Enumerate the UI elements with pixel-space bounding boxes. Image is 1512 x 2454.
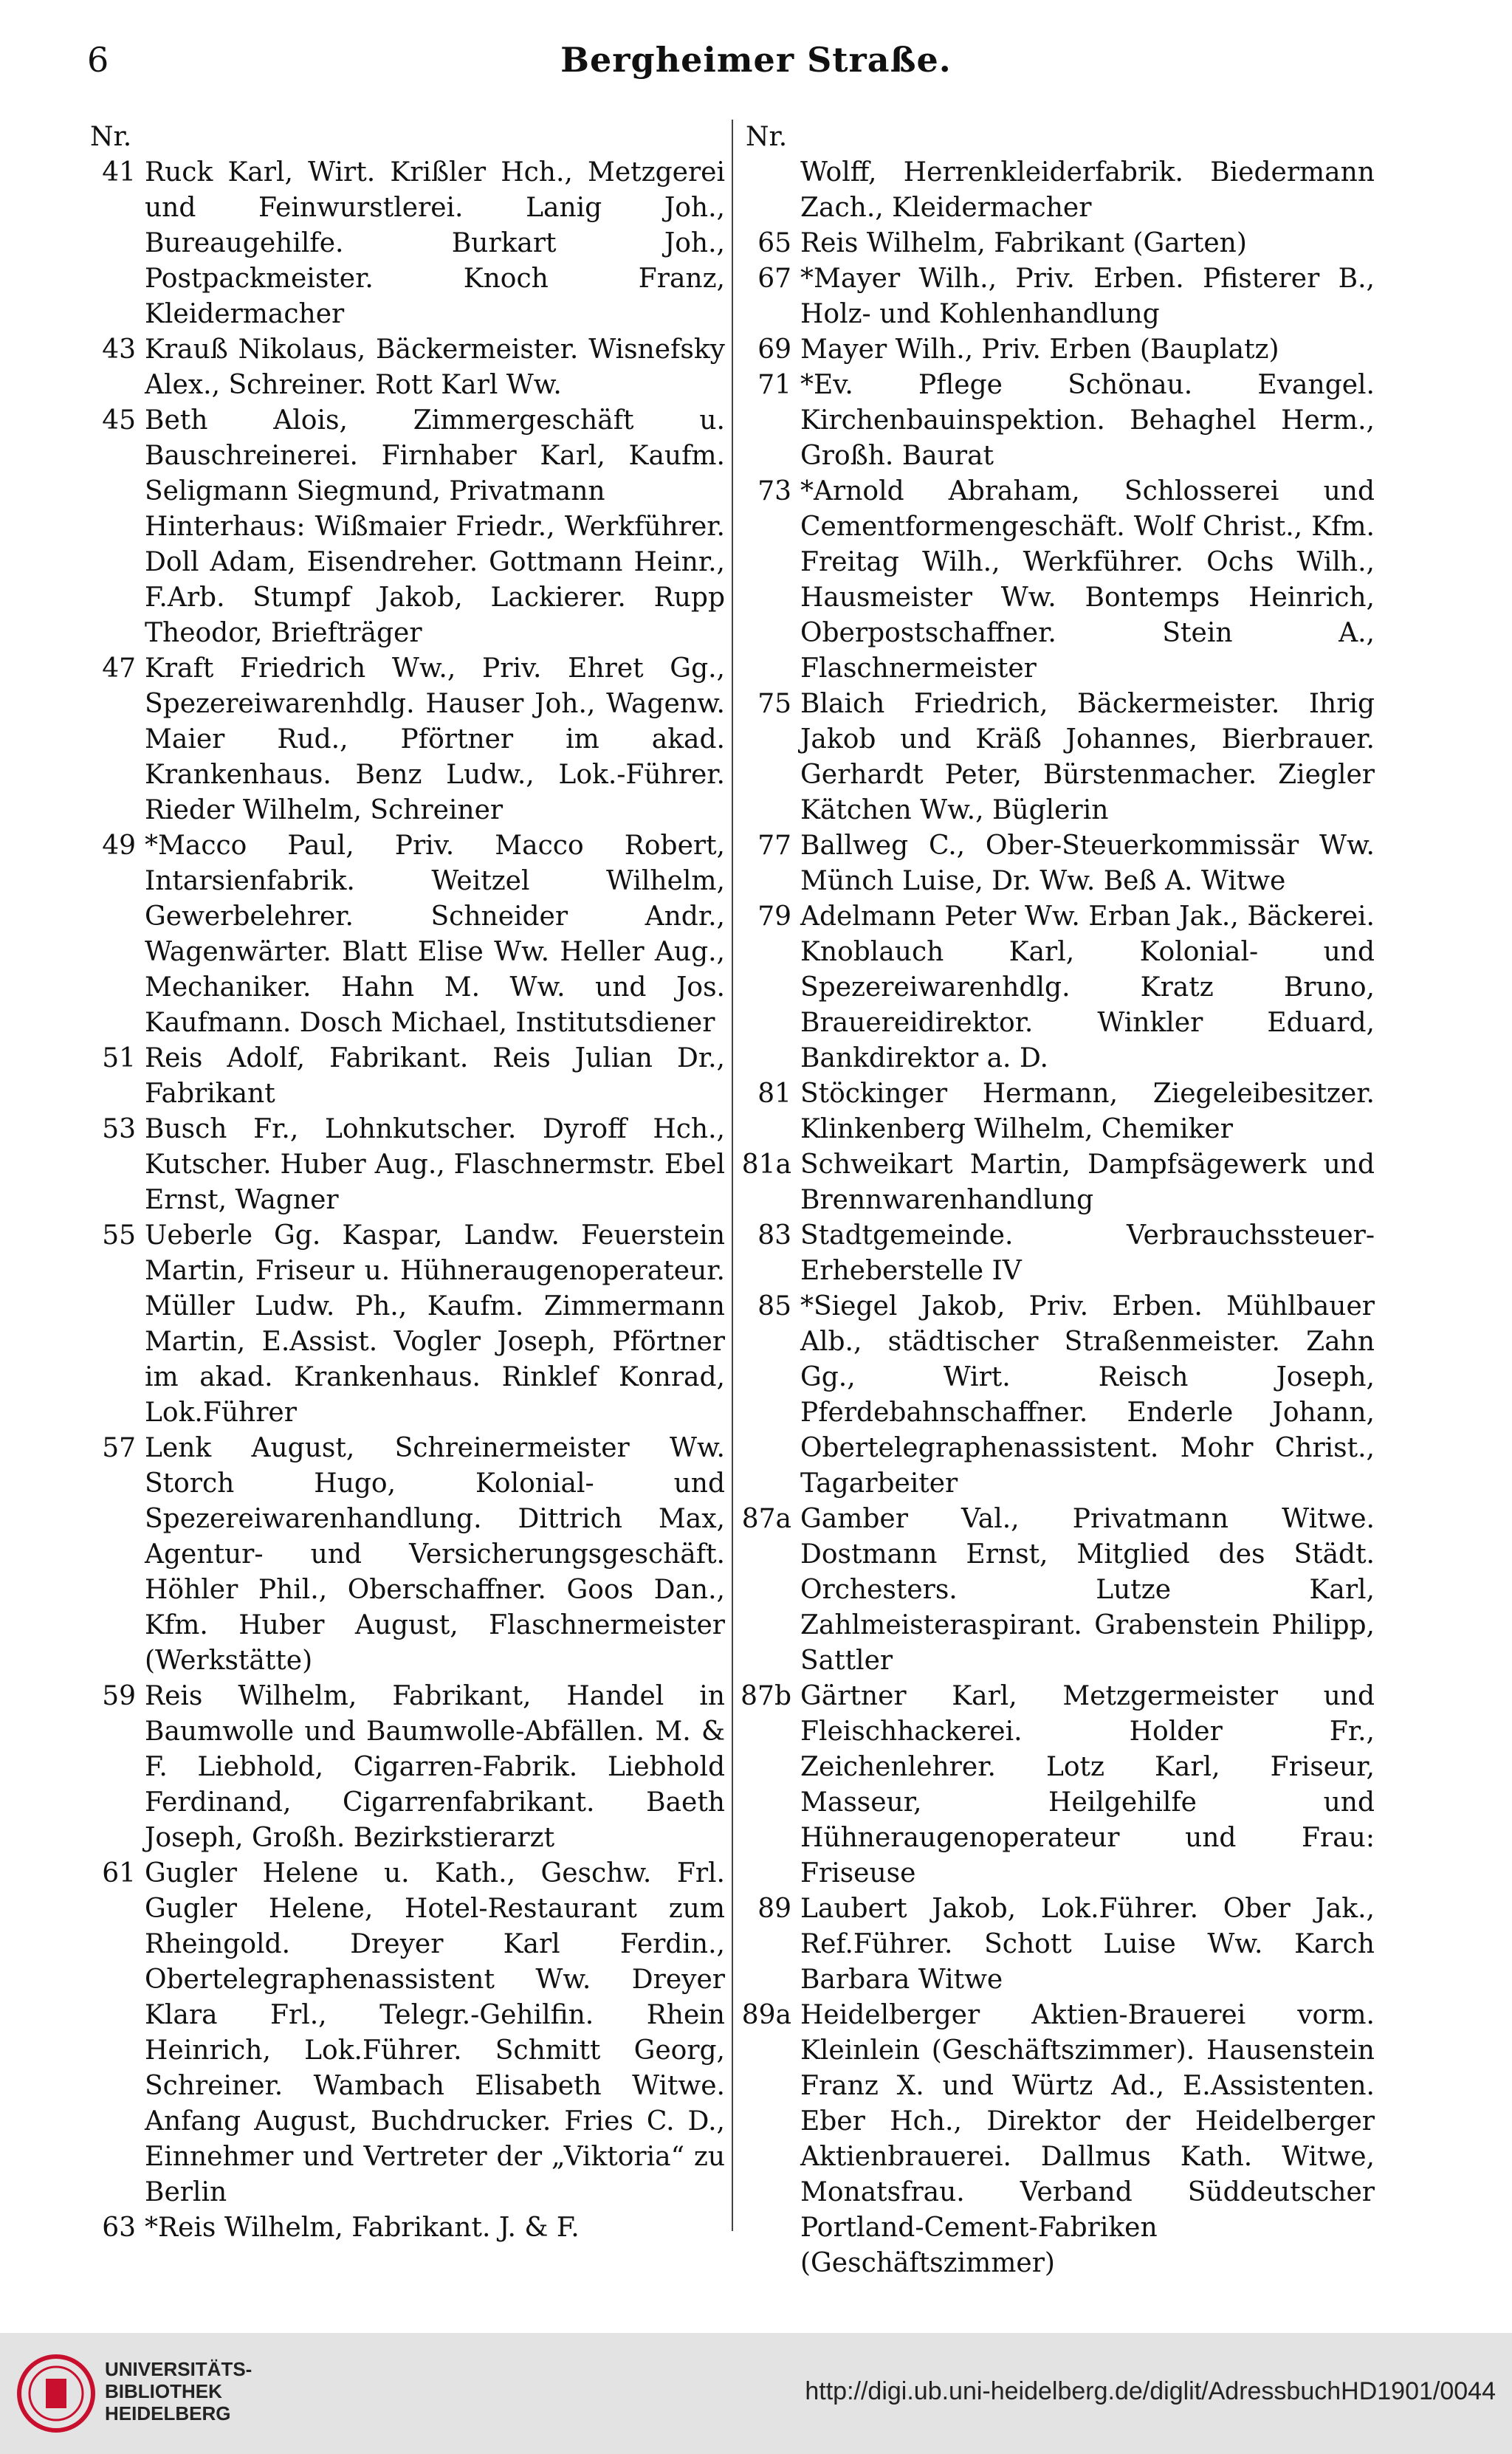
entry-text: Beth Alois, Zimmergeschäft u. Bauschreinerei. Firnhaber Karl, Kaufm. Seligmann Siegmund, Privatmann: [145, 405, 725, 506]
entry-text: Gamber Val., Privatmann Witwe. Dostmann Ernst, Mitglied des Städt. Orchesters. Lutze Karl, Zahlmeisteraspirant. Grabenstein Philipp, Sattler: [800, 1504, 1375, 1676]
entry-text: *Siegel Jakob, Priv. Erben. Mühlbauer Alb., städtischer Straßenmeister. Zahn Gg., Wirt. Reisch Joseph, Pferdebahnschaffner. Enderle Johann, Obertelegraphenassistent. Mohr Christ., Tagarbeiter: [800, 1291, 1375, 1499]
entry-text: Reis Wilhelm, Fabrikant, Handel in Baumwolle und Baumwolle-Abfällen. M. & F. Liebhold, Cigarren-Fabrik. Liebhold Ferdinand, Cigarrenfabrikant. Baeth Joseph, Großh. Bezirkstierarzt: [145, 1681, 725, 1853]
entry-text: Stadtgemeinde. Verbrauchssteuer-Erheberstelle IV: [800, 1220, 1375, 1286]
entry-text: Lenk August, Schreinermeister Ww. Storch Hugo, Kolonial- und Spezereiwarenhandlung. Dittrich Max, Agentur- und Versicherungsgeschäft. Höhler Phil., Oberschaffner. Goos Dan., Kfm. Huber August, Flaschnermeister (Werkstätte): [145, 1433, 725, 1676]
continued-entry-text: Wolff, Herrenkleiderfabrik. Biedermann Zach., Kleidermacher: [800, 157, 1375, 223]
list-item: [738, 1076, 1375, 1147]
left-column: [83, 120, 725, 2246]
footer-bar: [0, 2333, 1512, 2454]
list-item: [83, 155, 725, 332]
entry-text: Laubert Jakob, Lok.Führer. Ober Jak., Ref.Führer. Schott Luise Ww. Karch Barbara Witwe: [800, 1894, 1375, 1995]
house-number: 65: [757, 228, 791, 258]
entry-text: Ballweg C., Ober-Steuerkommissär Ww. Münch Luise, Dr. Ww. Beß A. Witwe: [800, 831, 1375, 896]
list-item: [738, 1679, 1375, 1891]
house-number: 69: [757, 334, 791, 365]
house-number: 89a: [741, 2000, 791, 2030]
entry-text: *Reis Wilhelm, Fabrikant. J. & F.: [145, 2213, 580, 2243]
house-number: 75: [757, 689, 791, 719]
source-url-link[interactable]: http://digi.ub.uni-heidelberg.de/diglit/AdressbuchHD1901/0044: [805, 2377, 1496, 2405]
house-number: 79: [757, 901, 791, 932]
house-number: 71: [757, 370, 791, 400]
page-title: Bergheimer Straße.: [560, 40, 952, 80]
list-item: [738, 368, 1375, 474]
entry-text: Mayer Wilh., Priv. Erben (Bauplatz): [800, 334, 1279, 365]
house-number: 61: [102, 1858, 136, 1888]
list-item: [738, 828, 1375, 899]
list-item: [83, 1679, 725, 1856]
list-item: [738, 1502, 1375, 1679]
entry-text: Ueberle Gg. Kaspar, Landw. Feuerstein Martin, Friseur u. Hühneraugenoperateur. Müller Ludw. Ph., Kaufm. Zimmermann Martin, E.Assist. Vogler Joseph, Pförtner im akad. Krankenhaus. Rinklef Konrad, Lok.Führer: [145, 1220, 725, 1428]
list-item: [83, 1112, 725, 1218]
house-number: 57: [102, 1433, 136, 1463]
entry-text: Blaich Friedrich, Bäckermeister. Ihrig Jakob und Kräß Johannes, Bierbrauer. Gerhardt Peter, Bürstenmacher. Ziegler Kätchen Ww., Büglerin: [800, 689, 1375, 825]
list-item: [83, 828, 725, 1041]
page-number: 6: [87, 40, 109, 80]
list-item: [738, 1218, 1375, 1289]
house-number: 49: [102, 831, 136, 861]
entry-text: Schweikart Martin, Dampfsägewerk und Brennwarenhandlung: [800, 1149, 1375, 1215]
house-number: 53: [102, 1114, 136, 1144]
list-item: [83, 403, 725, 509]
list-item: [738, 687, 1375, 828]
nr-column-label: Nr.: [90, 122, 132, 152]
entry-text: *Arnold Abraham, Schlosserei und Cementformengeschäft. Wolf Christ., Kfm. Freitag Wilh., Werkführer. Ochs Wilh., Hausmeister Ww. Bontemps Heinrich, Oberpostschaffner. Stein A., Flaschnermeister: [800, 476, 1375, 684]
entry-text: *Mayer Wilh., Priv. Erben. Pfisterer B., Holz- und Kohlenhandlung: [800, 264, 1375, 329]
list-item: [83, 1218, 725, 1431]
library-line: BIBLIOTHEK: [105, 2380, 222, 2402]
entry-text: Reis Adolf, Fabrikant. Reis Julian Dr., Fabrikant: [145, 1043, 725, 1109]
list-item: [738, 1998, 1375, 2281]
house-number: 77: [757, 831, 791, 861]
house-number: 45: [102, 405, 136, 436]
house-number: 81a: [741, 1149, 791, 1180]
list-item: [738, 261, 1375, 332]
list-item: [738, 1891, 1375, 1998]
list-item: [83, 1041, 725, 1112]
list-item: [738, 1147, 1375, 1218]
entry-text: *Macco Paul, Priv. Macco Robert, Intarsienfabrik. Weitzel Wilhelm, Gewerbelehrer. Schneider Andr., Wagenwärter. Blatt Elise Ww. Heller Aug., Mechaniker. Hahn M. Ww. und Jos. Kaufmann. Dosch Michael, Institutsdiener: [145, 831, 725, 1038]
entry-text: Heidelberger Aktien-Brauerei vorm. Kleinlein (Geschäftszimmer). Hausenstein Franz X. und Würtz Ad., E.Assistenten. Eber Hch., Direktor der Heidelberger Aktienbrauerei. Dallmus Kath. Witwe, Monatsfrau. Verband Süddeutscher Portland-Cement-Fabriken (Geschäftszimmer): [800, 2000, 1375, 2278]
house-number: 87a: [741, 1504, 791, 1534]
nr-column-label: Nr.: [746, 122, 788, 152]
house-number: 73: [757, 476, 791, 506]
entry-text: Ruck Karl, Wirt. Krißler Hch., Metzgerei und Feinwurstlerei. Lanig Joh., Bureaugehilfe. Burkart Joh., Postpackmeister. Knoch Franz, Kleidermacher: [145, 157, 725, 329]
list-item: [738, 332, 1375, 368]
library-seal-icon: [16, 2349, 96, 2438]
entry-text: Gugler Helene u. Kath., Geschw. Frl. Gugler Helene, Hotel-Restaurant zum Rheingold. Dreyer Karl Ferdin., Obertelegraphenassistent Ww. Dreyer Klara Frl., Telegr.-Gehilfin. Rhein Heinrich, Lok.Führer. Schmitt Georg, Schreiner. Wambach Elisabeth Witwe. Anfang August, Buchdrucker. Fries C. D., Einnehmer und Vertreter der „Viktoria“ zu Berlin: [145, 1858, 725, 2207]
list-item: [83, 651, 725, 828]
house-number: 51: [102, 1043, 136, 1073]
entry-text: Reis Wilhelm, Fabrikant (Garten): [800, 228, 1247, 258]
entry-text: *Ev. Pflege Schönau. Evangel. Kirchenbauinspektion. Behaghel Herm., Großh. Baurat: [800, 370, 1375, 471]
house-number: 43: [102, 334, 136, 365]
house-number: 63: [102, 2213, 136, 2243]
house-number: 41: [102, 157, 136, 188]
entry-text: Adelmann Peter Ww. Erban Jak., Bäckerei. Knoblauch Karl, Kolonial- und Spezereiwarenhdlg. Kratz Bruno, Brauereidirektor. Winkler Eduard, Bankdirektor a. D.: [800, 901, 1375, 1073]
house-number: 87b: [740, 1681, 791, 1711]
list-item: [738, 899, 1375, 1076]
library-line: HEIDELBERG: [105, 2402, 231, 2424]
house-number: 55: [102, 1220, 136, 1251]
list-item: [738, 474, 1375, 687]
house-number: 47: [102, 653, 136, 684]
list-item: [83, 509, 725, 651]
entry-text: Hinterhaus: Wißmaier Friedr., Werkführer. Doll Adam, Eisendreher. Gottmann Heinr., F.Arb. Stumpf Jakob, Lackierer. Rupp Theodor, Briefträger: [145, 512, 725, 648]
right-column: [738, 120, 1375, 2281]
list-item: [83, 1431, 725, 1679]
list-item: [83, 332, 725, 403]
house-number: 67: [757, 264, 791, 294]
library-name: [105, 2358, 252, 2424]
house-number: 59: [102, 1681, 136, 1711]
entry-text: Stöckinger Hermann, Ziegeleibesitzer. Klinkenberg Wilhelm, Chemiker: [800, 1079, 1375, 1144]
list-item: [83, 1856, 725, 2210]
house-number: 81: [757, 1079, 791, 1109]
entry-text: Busch Fr., Lohnkutscher. Dyroff Hch., Kutscher. Huber Aug., Flaschnermstr. Ebel Ernst, Wagner: [145, 1114, 725, 1215]
house-number: 89: [757, 1894, 791, 1924]
list-item: [738, 1289, 1375, 1502]
house-number: 85: [757, 1291, 791, 1321]
library-line: UNIVERSITÄTS-: [105, 2358, 252, 2380]
entry-text: Krauß Nikolaus, Bäckermeister. Wisnefsky Alex., Schreiner. Rott Karl Ww.: [145, 334, 725, 400]
entry-text: Gärtner Karl, Metzgermeister und Fleischhackerei. Holder Fr., Zeichenlehrer. Lotz Karl, Friseur, Masseur, Heilgehilfe und Hühneraugenoperateur und Frau: Friseuse: [800, 1681, 1375, 1888]
column-divider: [732, 120, 733, 2231]
list-item: [83, 2210, 725, 2246]
entry-text: Kraft Friedrich Ww., Priv. Ehret Gg., Spezereiwarenhdlg. Hauser Joh., Wagenw. Maier Rud., Pförtner im akad. Krankenhaus. Benz Ludw., Lok.-Führer. Rieder Wilhelm, Schreiner: [145, 653, 725, 825]
house-number: 83: [757, 1220, 791, 1251]
list-item: [738, 226, 1375, 261]
